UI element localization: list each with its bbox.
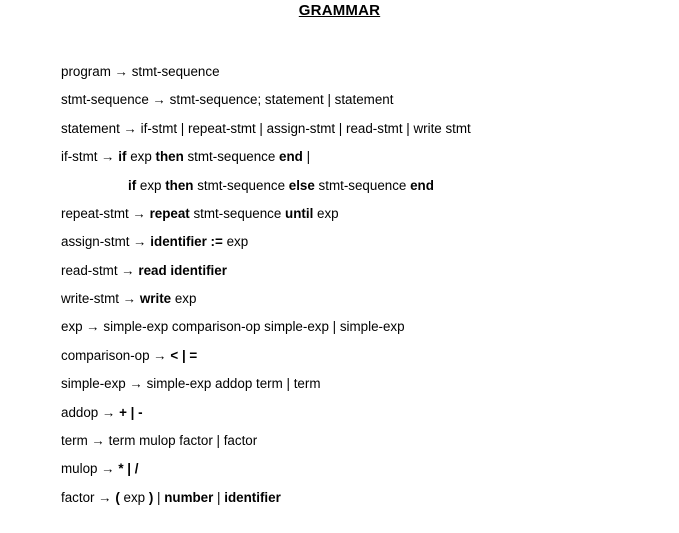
- rule-keyword: then: [155, 149, 184, 164]
- rule-keyword: else: [288, 178, 315, 193]
- rule-text: factor →: [61, 490, 116, 505]
- rule-text: assign-stmt →: [61, 234, 151, 249]
- rule-text: if-stmt →: [61, 149, 119, 164]
- rule-keyword: identifier :=: [150, 234, 223, 249]
- rule-text: stmt-sequence: [193, 178, 289, 193]
- rule-keyword: number: [164, 490, 214, 505]
- rule-program: [61, 63, 220, 81]
- rule-text: exp: [126, 149, 156, 164]
- rule-assign-stmt: [61, 233, 248, 251]
- rule-write-stmt: [61, 290, 196, 308]
- rule-text: addop →: [61, 405, 120, 420]
- rule-keyword: identifier: [224, 490, 281, 505]
- rule-simple-exp: [61, 375, 320, 393]
- rule-text: simple-exp → simple-exp addop term | term: [61, 376, 321, 391]
- rule-text: term → term mulop factor | factor: [61, 433, 258, 448]
- rule-text: exp: [222, 234, 249, 249]
- rule-text: |: [302, 149, 311, 164]
- rule-statement: [61, 120, 471, 138]
- rule-mulop: [61, 460, 138, 478]
- rule-keyword: until: [285, 206, 314, 221]
- rule-keyword: < | =: [170, 348, 198, 363]
- rule-factor: [61, 489, 281, 507]
- rule-keyword: then: [165, 178, 194, 193]
- rule-keyword: if: [128, 178, 137, 193]
- rule-text: exp: [119, 490, 149, 505]
- rule-text: stmt-sequence → stmt-sequence; statement | statement: [61, 92, 394, 107]
- rule-keyword: end: [410, 178, 434, 193]
- rule-text: statement → if-stmt | repeat-stmt | assign-stmt | read-stmt | write stmt: [61, 121, 471, 136]
- rule-repeat-stmt: [61, 205, 339, 223]
- rule-text: stmt-sequence: [314, 178, 411, 193]
- rule-text: read-stmt →: [61, 263, 139, 278]
- rule-keyword: if: [118, 149, 127, 164]
- rule-keyword: end: [279, 149, 303, 164]
- rule-stmt-sequence: [61, 91, 393, 109]
- rule-keyword: repeat: [149, 206, 190, 221]
- rule-text: comparison-op →: [61, 348, 171, 363]
- rule-text: repeat-stmt →: [61, 206, 150, 221]
- rule-text: mulop →: [61, 461, 119, 476]
- rule-text: |: [153, 490, 165, 505]
- rule-term: [61, 432, 257, 450]
- rule-text: write-stmt →: [61, 291, 140, 306]
- rule-text: exp → simple-exp comparison-op simple-exp | simple-exp: [61, 319, 405, 334]
- page-title: GRAMMAR: [298, 2, 381, 19]
- rule-keyword: write: [139, 291, 172, 306]
- rule-keyword: * | /: [118, 461, 139, 476]
- rule-text: exp: [171, 291, 197, 306]
- rule-addop: [61, 404, 143, 422]
- rule-text: exp: [136, 178, 166, 193]
- rule-text: program → stmt-sequence: [61, 64, 220, 79]
- rule-text: |: [213, 490, 225, 505]
- rule-keyword: read identifier: [138, 263, 227, 278]
- rule-keyword: ): [148, 490, 154, 505]
- rule-if-stmt: [61, 148, 310, 166]
- rule-comparison-op: [61, 347, 197, 365]
- rule-if-stmt-else: [128, 177, 434, 195]
- rule-text: exp: [313, 206, 339, 221]
- rule-text: stmt-sequence: [189, 206, 286, 221]
- rule-read-stmt: [61, 262, 227, 280]
- rule-keyword: + | -: [119, 405, 143, 420]
- rule-exp: [61, 318, 405, 336]
- rule-text: stmt-sequence: [183, 149, 280, 164]
- rule-keyword: (: [115, 490, 120, 505]
